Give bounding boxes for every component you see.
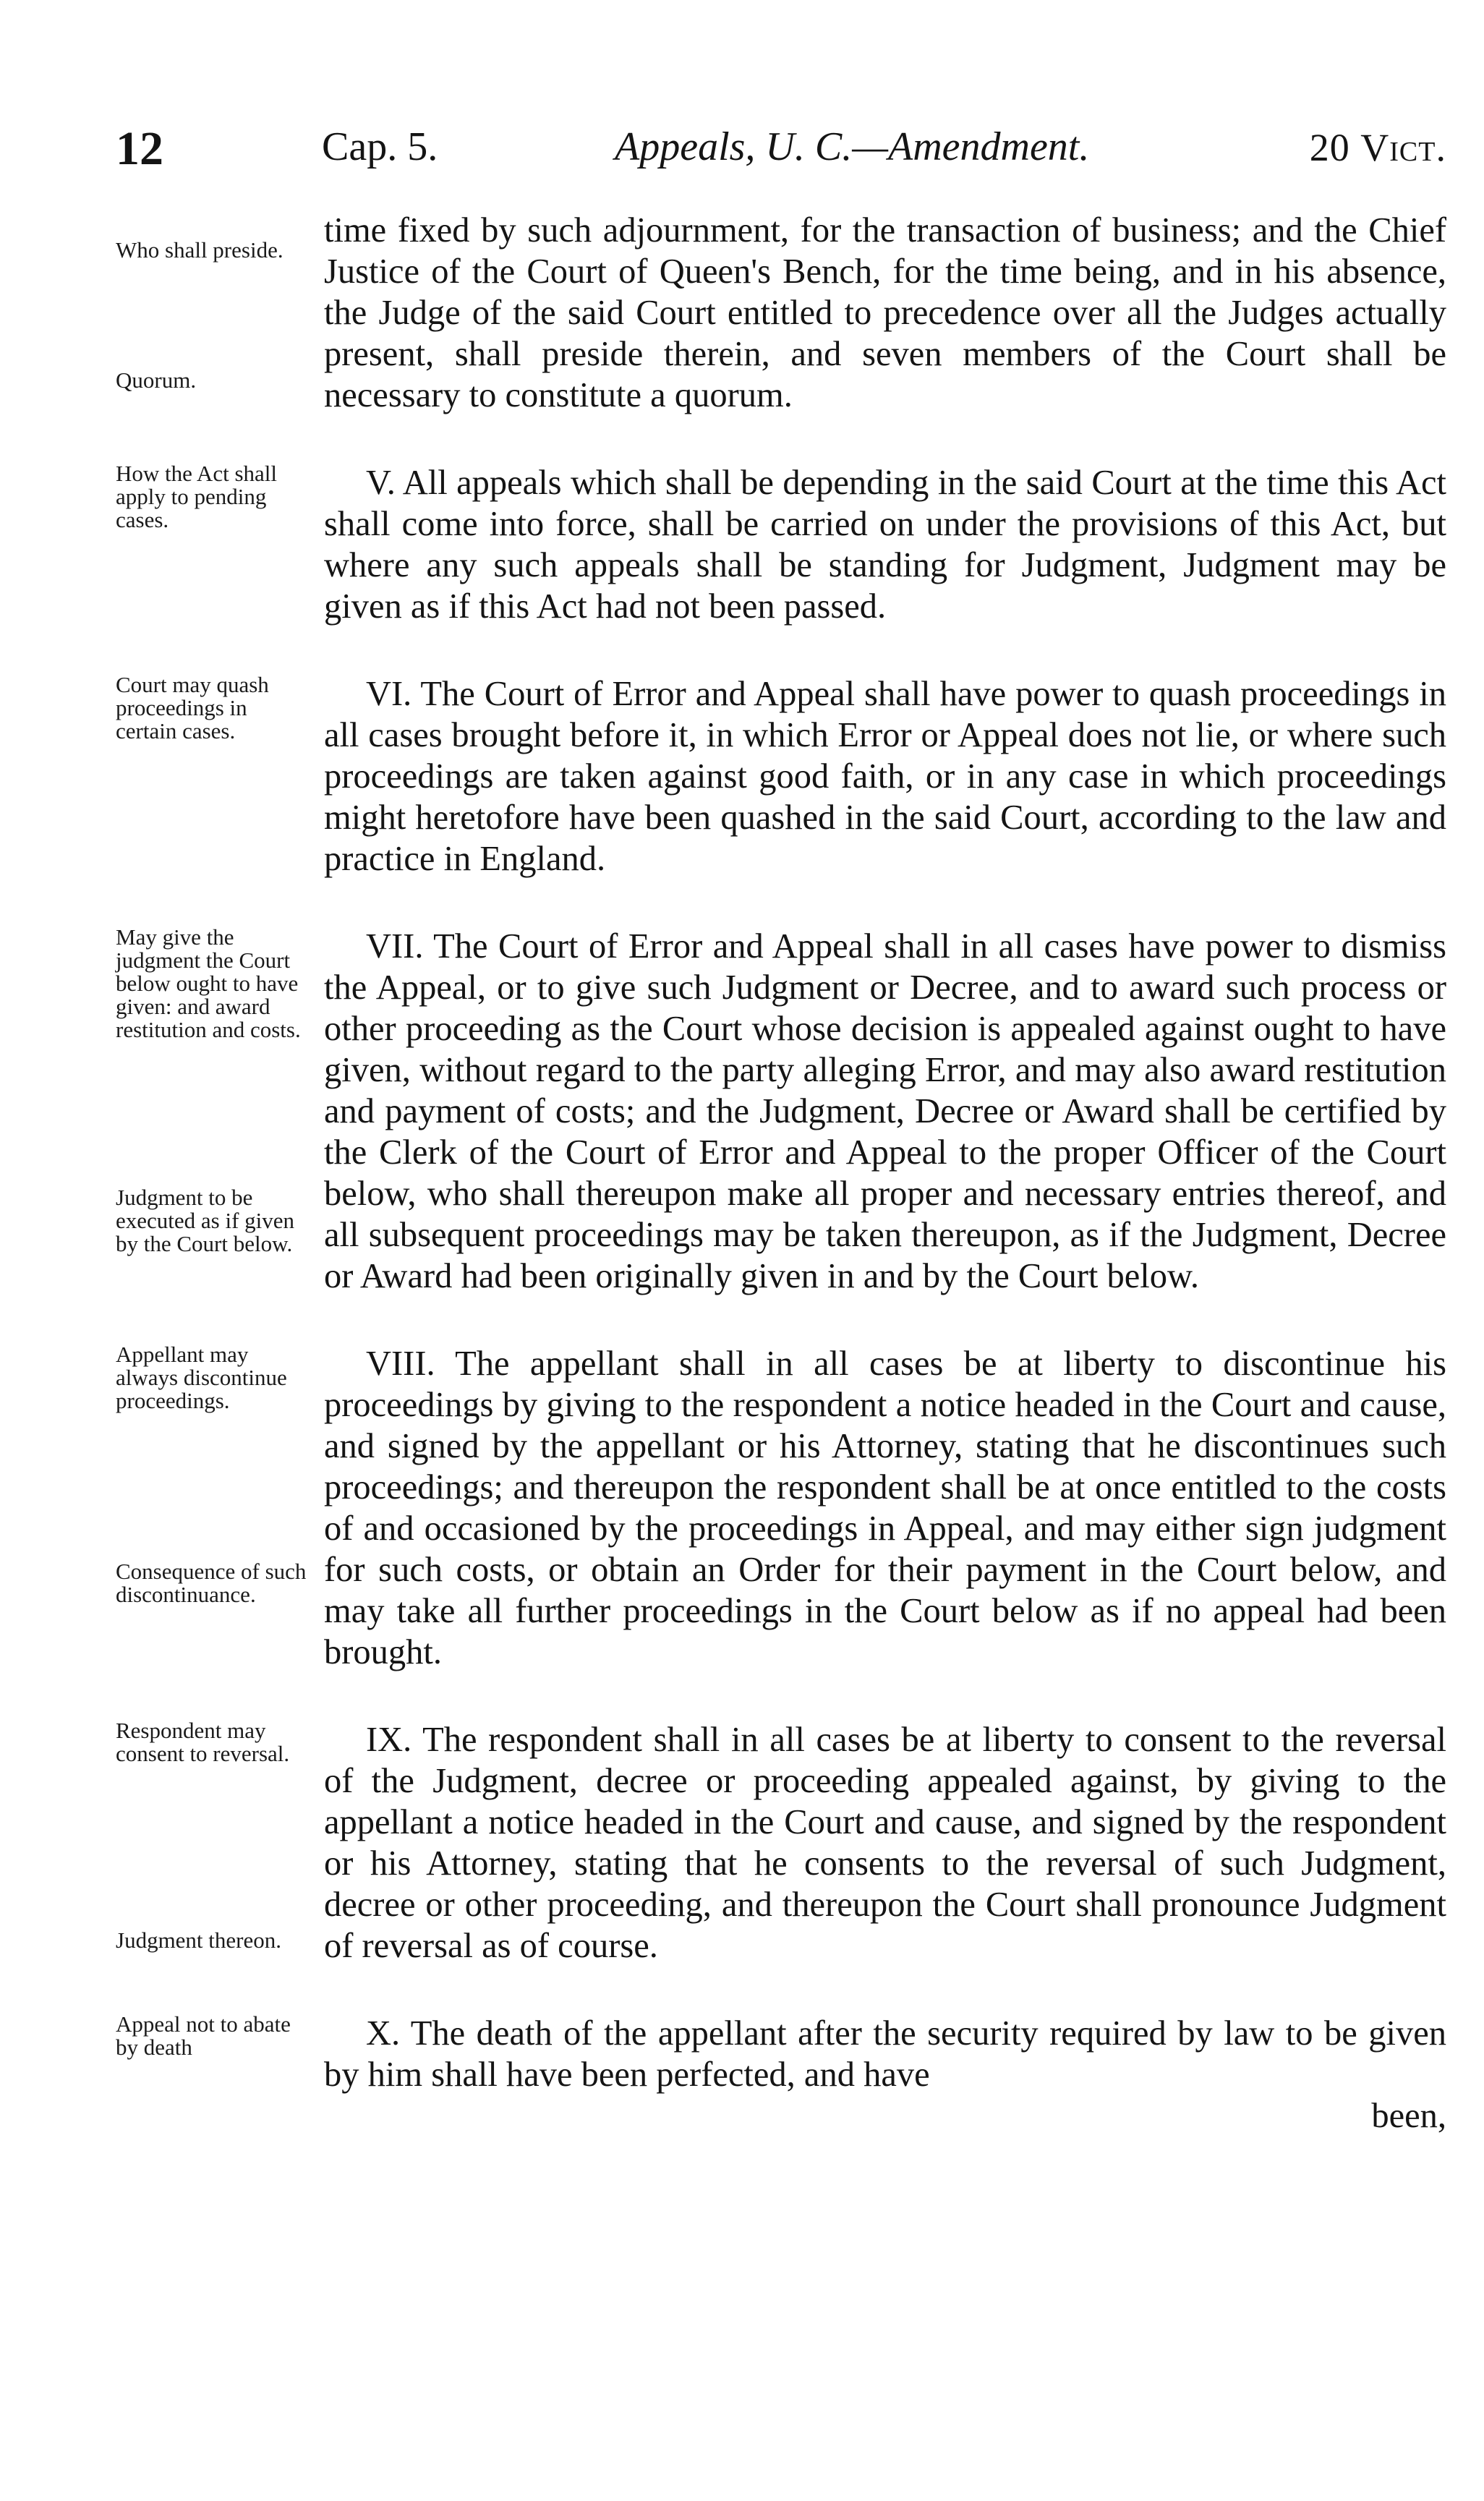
marginal-note: Quorum. — [116, 367, 197, 393]
paragraph: V. All appeals which shall be depending in the said Court at the time this Act shall come into force, shall be carried on under the provisions of this Act, but where any such appeals shall be standing for Judgment, Judgment may be given as if this Act had not been passed. — [324, 464, 1446, 626]
section-viii — [0, 1343, 1484, 1673]
section-text — [324, 1343, 1446, 1673]
marginal-note: Appellant may always discontinue proceedings. — [116, 1342, 287, 1413]
page-body — [0, 210, 1484, 2136]
section-v — [0, 462, 1484, 627]
paragraph: IX. The respondent shall in all cases be at liberty to consent to the reversal of the Judgment, decree or proceeding appealed against, by giving to the appellant a notice headed in the Court and cause, and signed by the respondent or his Attorney, stating that he consents to the reversal of such Judgment, decree or other proceeding, and thereupon the Court shall pronounce Judgment of reversal as of course. — [324, 1721, 1446, 1965]
section-ix — [0, 1719, 1484, 1967]
regnal-word: Vict. — [1360, 126, 1446, 169]
marginal-note: Court may quash proceedings in certain cases. — [116, 672, 269, 744]
section-text — [324, 1719, 1446, 1967]
section-vii — [0, 926, 1484, 1297]
paragraph: VII. The Court of Error and Appeal shall in all cases have power to dismiss the Appeal, or to give such Judgment or Decree, and to award such process or other proceeding as the Court whose decision is appealed against ought to have given, without regard to the party alleging Error, and may also award restitution and payment of costs; and the Judgment, Decree or Award shall be certified by the Clerk of the Court of Error and Appeal to the proper Officer of the Court below, who shall thereupon make all proper and necessary entries thereof, and all subsequent proceedings may be taken thereupon, as if the Judgment, Decree or Award had been originally given in and by the Court below. — [324, 927, 1446, 1295]
regnal-year — [1310, 128, 1446, 167]
marginal-note: Judgment thereon. — [116, 1927, 282, 1953]
marginal-note: Respondent may consent to reversal. — [116, 1718, 290, 1766]
running-header — [116, 119, 1446, 184]
section-continuation — [0, 210, 1484, 416]
page-number: 12 — [116, 122, 163, 175]
paragraph: X. The death of the appellant after the security required by law to be given by him shall have been perfected, and have — [324, 2014, 1446, 2094]
marginal-note: Judgment to be executed as if given by the Court below. — [116, 1185, 295, 1256]
catchword: been, — [1371, 2097, 1446, 2135]
section-text — [324, 673, 1446, 879]
regnal-number: 20 — [1309, 126, 1350, 169]
marginal-note: May give the judgment the Court below ought to have given: and award restitution and costs. — [116, 924, 301, 1042]
section-text — [324, 2013, 1446, 2136]
section-vi — [0, 673, 1484, 879]
marginal-note: Appeal not to abate by death — [116, 2011, 291, 2060]
section-text — [324, 210, 1446, 416]
section-x — [0, 2013, 1484, 2136]
section-text — [324, 926, 1446, 1297]
marginal-note: Who shall preside. — [116, 237, 283, 263]
marginal-note: Consequence of such discontinuance. — [116, 1559, 307, 1607]
section-text — [324, 462, 1446, 627]
paragraph: VI. The Court of Error and Appeal shall have power to quash proceedings in all cases brought before it, in which Error or Appeal does not lie, or where such proceedings are taken against good faith, or in any case in which proceedings might heretofore have been quashed in the said Court, according to the law and practice in England. — [324, 675, 1446, 878]
running-title: Appeals, U. C.—Amendment. — [615, 124, 1090, 169]
paragraph: VIII. The appellant shall in all cases be at liberty to discontinue his proceedings by giving to the respondent a notice headed in the Court and cause, and signed by the appellant or his Attorney, stating that he discontinues such proceedings; and thereupon the respondent shall be at once entitled to the costs of and occasioned by the proceedings in Appeal, and may either sign judgment for such costs, or obtain an Order for their payment in the Court below, and may take all further proceedings in the Court below as if no appeal had been brought. — [324, 1345, 1446, 1671]
marginal-note: How the Act shall apply to pending cases. — [116, 461, 277, 532]
paragraph: time fixed by such adjournment, for the transaction of business; and the Chief Justice of the Court of Queen's Bench, for the time being, and in his absence, the Judge of the said Court entitled to precedence over all the Judges actually present, shall preside therein, and seven members of the Court shall be necessary to constitute a quorum. — [324, 211, 1446, 414]
chapter-label: Cap. 5. — [322, 124, 438, 169]
